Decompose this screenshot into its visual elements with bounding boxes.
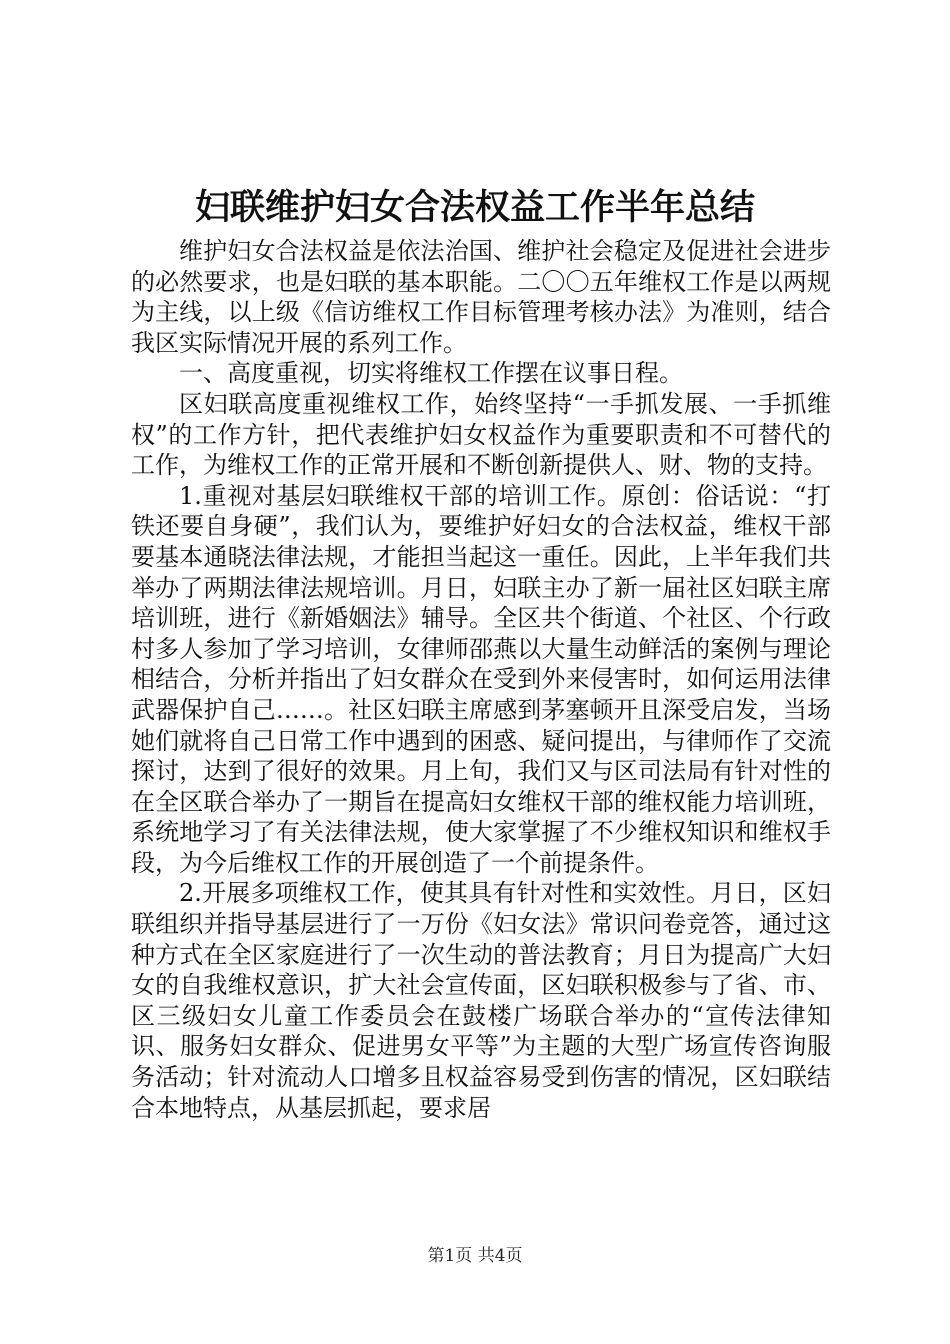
paragraph-intro: 维护妇女合法权益是依法治国、维护社会稳定及促进社会进步的必然要求，也是妇联的基本职能。二〇〇五年维权工作是以两规为主线，以上级《信访维权工作目标管理考核办法》为准则，结合我区实际情况开展的系列工作。 bbox=[131, 237, 831, 357]
paragraph-item-2: 2.开展多项维权工作，使其具有针对性和实效性。月日，区妇联组织并指导基层进行了一万份《妇女法》常识问卷竞答，通过这种方式在全区家庭进行了一次生动的普法教育；月日为提高广大妇女的自我维权意识，扩大社会宣传面，区妇联积极参与了省、市、区三级妇女儿童工作委员会在鼓楼广场联合举办的“宣传法律知识、服务妇女群众、促进男女平等”为主题的大型广场宣传咨询服务活动；针对流动人口增多且权益容易受到伤害的情况，区妇联结合本地特点，从基层抓起，要求居 bbox=[131, 879, 831, 1122]
section-heading-1: 一、高度重视，切实将维权工作摆在议事日程。 bbox=[179, 359, 683, 388]
paragraph-section-1: 区妇联高度重视维权工作，始终坚持“一手抓发展、一手抓维权”的工作方针，把代表维护妇女权益作为重要职责和不可替代的工作，为维权工作的正常开展和不断创新提供人、财、物的支持。 bbox=[131, 389, 831, 480]
page-number-footer: 第1页 共4页 bbox=[427, 1246, 523, 1266]
document-title: 妇联维护妇女合法权益工作半年总结 bbox=[194, 187, 755, 228]
paragraph-item-1: 1.重视对基层妇联维权干部的培训工作。原创：俗话说：“打铁还要自身硬”，我们认为，要维护好妇女的合法权益，维权干部要基本通晓法律法规，才能担当起这一重任。因此，上半年我们共举办了两期法律法规培训。月日，妇联主办了新一届社区妇联主席培训班，进行《新婚姻法》辅导。全区共个街道、个社区、个行政村多人参加了学习培训，女律师邵燕以大量生动鲜活的案例与理论相结合，分析并指出了妇女群众在受到外来侵害时，如何运用法律武器保护自己……。社区妇联主席感到茅塞顿开且深受启发，当场她们就将自己日常工作中遇到的困惑、疑问提出，与律师作了交流探讨，达到了很好的效果。月上旬，我们又与区司法局有针对性的在全区联合举办了一期旨在提高妇女维权干部的维权能力培训班，系统地学习了有关法律法规，使大家掌握了不少维权知识和维权手段，为今后维权工作的开展创造了一个前提条件。 bbox=[131, 481, 831, 877]
document-body bbox=[131, 236, 831, 1123]
